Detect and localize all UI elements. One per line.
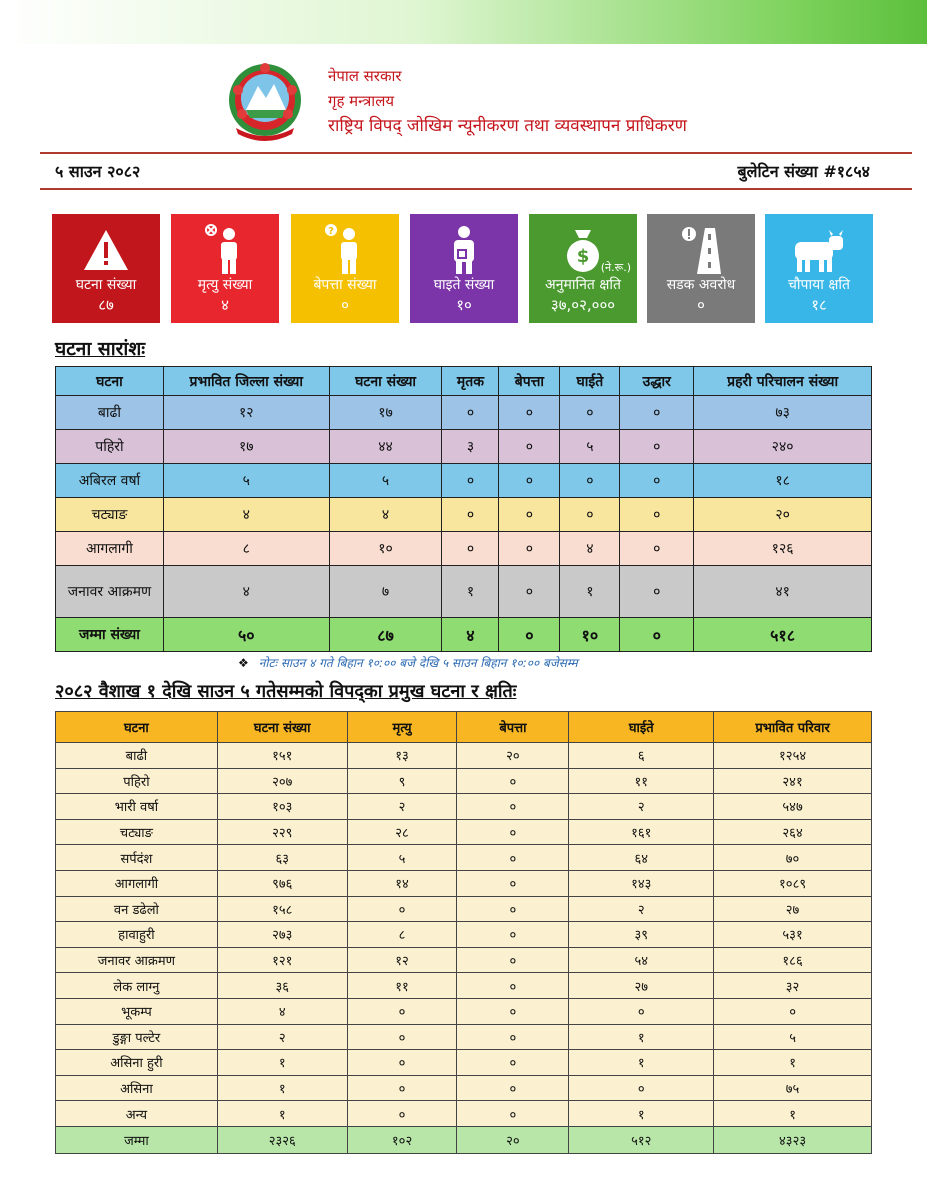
- tile-label: बेपत्ता संख्या: [313, 277, 377, 293]
- summary-cell: १०: [560, 618, 620, 652]
- season-row-label: पहिरो: [56, 768, 218, 794]
- summary-cell: ४: [560, 532, 620, 566]
- season-cell: ७०: [714, 845, 872, 871]
- summary-cell: १७: [163, 430, 329, 464]
- season-header-cell: मृत्यु: [347, 712, 457, 743]
- summary-row: [56, 532, 872, 566]
- header-divider-bottom: [40, 188, 912, 190]
- summary-cell: ४: [163, 498, 329, 532]
- season-cell: १: [569, 1101, 714, 1127]
- season-cell: ०: [457, 896, 569, 922]
- summary-cell: ४१: [694, 566, 872, 618]
- season-cell: ०: [457, 1101, 569, 1127]
- summary-row-label: बाढी: [56, 396, 164, 430]
- season-cell: १२१: [217, 947, 347, 973]
- season-cell: २: [347, 794, 457, 820]
- season-cell: ४: [217, 998, 347, 1024]
- season-cell: ०: [569, 1075, 714, 1101]
- season-header-cell: घाईते: [569, 712, 714, 743]
- season-cell: ९: [347, 768, 457, 794]
- tile-label: चौपाया क्षति: [788, 277, 850, 293]
- summary-cell: १२६: [694, 532, 872, 566]
- season-cell: १: [217, 1101, 347, 1127]
- summary-cell: ०: [442, 396, 499, 430]
- summary-total-row: [56, 618, 872, 652]
- summary-row-label: जम्मा संख्या: [56, 618, 164, 652]
- season-row: [56, 998, 872, 1024]
- season-cell: ०: [347, 1075, 457, 1101]
- organization-block: [328, 64, 687, 139]
- summary-row: [56, 498, 872, 532]
- header: [0, 44, 927, 154]
- season-row: [56, 973, 872, 999]
- season-cell: १०२: [347, 1126, 457, 1153]
- summary-cell: १७: [329, 396, 442, 430]
- season-cell: १६१: [569, 819, 714, 845]
- summary-cell: ८७: [329, 618, 442, 652]
- tile-estimated-loss: [529, 214, 637, 323]
- summary-cell: ८: [163, 532, 329, 566]
- summary-cell: ५: [560, 430, 620, 464]
- season-cell: २३२६: [217, 1126, 347, 1153]
- season-row: [56, 922, 872, 948]
- summary-row-label: चट्याङ: [56, 498, 164, 532]
- season-row-label: लेक लाग्नु: [56, 973, 218, 999]
- summary-cell: ४: [163, 566, 329, 618]
- svg-text:?: ?: [328, 226, 334, 237]
- season-cell: १५१: [217, 743, 347, 769]
- top-gradient-bar: [0, 0, 927, 44]
- season-cell: ०: [714, 998, 872, 1024]
- tile-value: ८७: [98, 296, 114, 314]
- summary-header-cell: घटना संख्या: [329, 367, 442, 396]
- tile-sublabel: (ने.रू.): [600, 261, 631, 274]
- summary-cell: २०: [694, 498, 872, 532]
- season-row-label: वन डढेलो: [56, 896, 218, 922]
- season-cell: २७: [569, 973, 714, 999]
- tile-road-block: [647, 214, 755, 323]
- season-cell: ३२: [714, 973, 872, 999]
- summary-cell: ०: [499, 464, 560, 498]
- summary-cell: ०: [560, 396, 620, 430]
- summary-cell: ०: [620, 618, 694, 652]
- tile-injured: [410, 214, 518, 323]
- summary-cell: ०: [499, 498, 560, 532]
- org-line-3: राष्ट्रिय विपद् जोखिम न्यूनीकरण तथा व्यवस्थापन प्राधिकरण: [328, 116, 687, 136]
- summary-header-cell: घटना: [56, 367, 164, 396]
- note-bullet-icon: ❖: [238, 656, 249, 670]
- season-header-cell: घटना संख्या: [217, 712, 347, 743]
- season-row-label: भारी वर्षा: [56, 794, 218, 820]
- summary-cell: ०: [499, 618, 560, 652]
- summary-header-cell: मृतक: [442, 367, 499, 396]
- season-cell: २: [569, 794, 714, 820]
- season-cell: ०: [457, 870, 569, 896]
- tile-label: घटना संख्या: [75, 277, 137, 293]
- season-cell: ५: [714, 1024, 872, 1050]
- season-cell: १२: [347, 947, 457, 973]
- death-person-icon: [171, 224, 279, 276]
- season-row: [56, 947, 872, 973]
- season-cell: ०: [569, 998, 714, 1024]
- season-cell: ०: [457, 768, 569, 794]
- season-cell: १८६: [714, 947, 872, 973]
- season-row-label: भूकम्प: [56, 998, 218, 1024]
- season-cell: २०: [457, 743, 569, 769]
- season-cell: ७५: [714, 1075, 872, 1101]
- season-row: [56, 1075, 872, 1101]
- season-row-label: जम्मा: [56, 1126, 218, 1153]
- summary-cell: ०: [620, 464, 694, 498]
- season-header-cell: घटना: [56, 712, 218, 743]
- summary-header-cell: प्रभावित जिल्ला संख्या: [163, 367, 329, 396]
- season-cell: ०: [457, 922, 569, 948]
- season-header-cell: बेपत्ता: [457, 712, 569, 743]
- season-cell: ८: [347, 922, 457, 948]
- season-row: [56, 845, 872, 871]
- summary-cell: ७३: [694, 396, 872, 430]
- summary-cell: ०: [499, 532, 560, 566]
- season-row: [56, 743, 872, 769]
- summary-note: [238, 654, 578, 671]
- summary-cell: ०: [620, 566, 694, 618]
- season-row-label: आगलागी: [56, 870, 218, 896]
- tile-value: १८: [811, 296, 827, 314]
- tile-value: १०: [456, 296, 472, 314]
- summary-header-cell: घाईते: [560, 367, 620, 396]
- season-row: [56, 794, 872, 820]
- season-cell: १: [569, 1024, 714, 1050]
- season-table: [55, 711, 872, 1154]
- season-cell: ०: [457, 947, 569, 973]
- nepal-emblem-icon: [222, 60, 308, 144]
- season-row-label: सर्पदंश: [56, 845, 218, 871]
- season-cell: ५४७: [714, 794, 872, 820]
- season-cell: ०: [347, 1101, 457, 1127]
- summary-cell: ५: [163, 464, 329, 498]
- summary-cell: ०: [499, 430, 560, 464]
- bulletin-number: बुलेटिन संख्या #१८५४: [737, 162, 870, 181]
- tile-label: अनुमानित क्षति: [545, 277, 621, 293]
- cow-icon: [765, 224, 873, 276]
- season-row-label: चट्याङ: [56, 819, 218, 845]
- summary-cell: ४: [329, 498, 442, 532]
- summary-cell: १: [442, 566, 499, 618]
- season-cell: ३६: [217, 973, 347, 999]
- tile-livestock-loss: [765, 214, 873, 323]
- season-cell: ०: [347, 1024, 457, 1050]
- season-cell: ५४: [569, 947, 714, 973]
- summary-row: [56, 566, 872, 618]
- note-text: नोटः साउन ४ गते बिहान १०:०० बजे देखि ५ साउन बिहान १०:०० बजेसम्म: [258, 656, 578, 670]
- season-cell: १: [569, 1050, 714, 1076]
- summary-row-label: अबिरल वर्षा: [56, 464, 164, 498]
- season-cell: १: [217, 1075, 347, 1101]
- season-cell: १०८९: [714, 870, 872, 896]
- season-cell: २७३: [217, 922, 347, 948]
- summary-cell: ०: [499, 396, 560, 430]
- tile-label: सडक अवरोध: [666, 277, 736, 293]
- season-row: [56, 768, 872, 794]
- season-cell: ०: [457, 845, 569, 871]
- tile-value: ०: [341, 296, 349, 314]
- summary-header-cell: बेपत्ता: [499, 367, 560, 396]
- missing-person-icon: [291, 224, 399, 276]
- season-cell: १: [714, 1050, 872, 1076]
- season-cell: १: [714, 1101, 872, 1127]
- season-cell: ६: [569, 743, 714, 769]
- season-cell: ३९: [569, 922, 714, 948]
- season-cell: ०: [457, 819, 569, 845]
- season-row-label: असिना हुरी: [56, 1050, 218, 1076]
- season-cell: ११: [347, 973, 457, 999]
- summary-cell: ०: [499, 566, 560, 618]
- season-cell: ६४: [569, 845, 714, 871]
- season-cell: १३: [347, 743, 457, 769]
- road-block-icon: [647, 224, 755, 276]
- summary-cell: ४: [442, 618, 499, 652]
- tile-missing: [291, 214, 399, 323]
- summary-cell: ३: [442, 430, 499, 464]
- season-cell: २: [217, 1024, 347, 1050]
- summary-row-label: पहिरो: [56, 430, 164, 464]
- season-cell: २२९: [217, 819, 347, 845]
- warning-icon: [52, 224, 160, 276]
- season-header-cell: प्रभावित परिवार: [714, 712, 872, 743]
- summary-cell: ०: [442, 464, 499, 498]
- summary-row: [56, 396, 872, 430]
- season-cell: २०: [457, 1126, 569, 1153]
- season-cell: ०: [457, 794, 569, 820]
- season-cell: २६४: [714, 819, 872, 845]
- summary-cell: ५०: [163, 618, 329, 652]
- season-row: [56, 1024, 872, 1050]
- summary-cell: ०: [442, 498, 499, 532]
- svg-text:$: $: [576, 246, 590, 267]
- summary-cell: १०: [329, 532, 442, 566]
- summary-cell: ०: [620, 396, 694, 430]
- tile-value: ४: [221, 296, 229, 314]
- season-cell: ०: [347, 998, 457, 1024]
- season-row-label: डुङ्गा पल्टेर: [56, 1024, 218, 1050]
- injured-person-icon: [410, 224, 518, 276]
- season-cell: ०: [457, 998, 569, 1024]
- summary-cell: २४०: [694, 430, 872, 464]
- season-row-label: जनावर आक्रमण: [56, 947, 218, 973]
- summary-header-cell: प्रहरी परिचालन संख्या: [694, 367, 872, 396]
- season-row-label: हावाहुरी: [56, 922, 218, 948]
- season-cell: २७: [714, 896, 872, 922]
- date-line: [55, 160, 870, 186]
- tile-label: मृत्यु संख्या: [197, 277, 253, 293]
- summary-row-label: आगलागी: [56, 532, 164, 566]
- season-cell: २४१: [714, 768, 872, 794]
- season-row-label: असिना: [56, 1075, 218, 1101]
- summary-cell: ०: [560, 498, 620, 532]
- season-header-row: [56, 712, 872, 743]
- summary-header-cell: उद्धार: [620, 367, 694, 396]
- season-cell: २०७: [217, 768, 347, 794]
- season-cell: ५३१: [714, 922, 872, 948]
- season-cell: ०: [457, 1075, 569, 1101]
- season-cell: ४३२३: [714, 1126, 872, 1153]
- season-cell: ६३: [217, 845, 347, 871]
- season-row: [56, 870, 872, 896]
- summary-cell: ०: [620, 532, 694, 566]
- summary-cell: ०: [442, 532, 499, 566]
- season-row: [56, 819, 872, 845]
- summary-header-row: [56, 367, 872, 396]
- season-cell: १: [217, 1050, 347, 1076]
- season-cell: १२५४: [714, 743, 872, 769]
- summary-title: घटना सारांशः: [55, 338, 146, 360]
- bulletin-date: ५ साउन २०८२: [55, 162, 141, 181]
- org-line-2: गृह मन्त्रालय: [328, 92, 395, 110]
- summary-cell: ५: [329, 464, 442, 498]
- tile-value: ३७,०२,०००: [550, 296, 616, 314]
- summary-cell: ७: [329, 566, 442, 618]
- summary-cell: ०: [620, 430, 694, 464]
- summary-row: [56, 464, 872, 498]
- season-cell: ५: [347, 845, 457, 871]
- header-divider-top: [40, 152, 912, 154]
- summary-cell: ०: [560, 464, 620, 498]
- tile-label: घाइते संख्या: [433, 277, 495, 293]
- summary-cell: ४४: [329, 430, 442, 464]
- season-cell: ११: [569, 768, 714, 794]
- season-cell: ९७६: [217, 870, 347, 896]
- summary-cell: ५१८: [694, 618, 872, 652]
- season-row: [56, 1101, 872, 1127]
- summary-table: [55, 366, 872, 652]
- season-cell: २८: [347, 819, 457, 845]
- season-row-label: बाढी: [56, 743, 218, 769]
- summary-cell: १८: [694, 464, 872, 498]
- summary-cell: १: [560, 566, 620, 618]
- season-cell: १०३: [217, 794, 347, 820]
- summary-cell: ०: [620, 498, 694, 532]
- season-cell: ०: [347, 1050, 457, 1076]
- season-cell: १४३: [569, 870, 714, 896]
- season-row: [56, 1050, 872, 1076]
- season-row: [56, 896, 872, 922]
- season-cell: २: [569, 896, 714, 922]
- season-cell: ०: [347, 896, 457, 922]
- summary-cell: १२: [163, 396, 329, 430]
- tile-value: ०: [697, 296, 705, 314]
- season-cell: १५८: [217, 896, 347, 922]
- season-cell: ५१२: [569, 1126, 714, 1153]
- season-cell: ०: [457, 1024, 569, 1050]
- tile-incidents: [52, 214, 160, 323]
- season-cell: ०: [457, 1050, 569, 1076]
- tile-deaths: [171, 214, 279, 323]
- org-line-1: नेपाल सरकार: [328, 67, 402, 85]
- season-title: २०८२ वैशाख १ देखि साउन ५ गतेसम्मको विपद्का प्रमुख घटना र क्षतिः: [55, 681, 517, 702]
- season-total-row: [56, 1126, 872, 1153]
- summary-row-label: जनावर आक्रमण: [56, 566, 164, 618]
- summary-row: [56, 430, 872, 464]
- season-cell: ०: [457, 973, 569, 999]
- season-row-label: अन्य: [56, 1101, 218, 1127]
- stats-tiles: [52, 214, 872, 324]
- season-cell: १४: [347, 870, 457, 896]
